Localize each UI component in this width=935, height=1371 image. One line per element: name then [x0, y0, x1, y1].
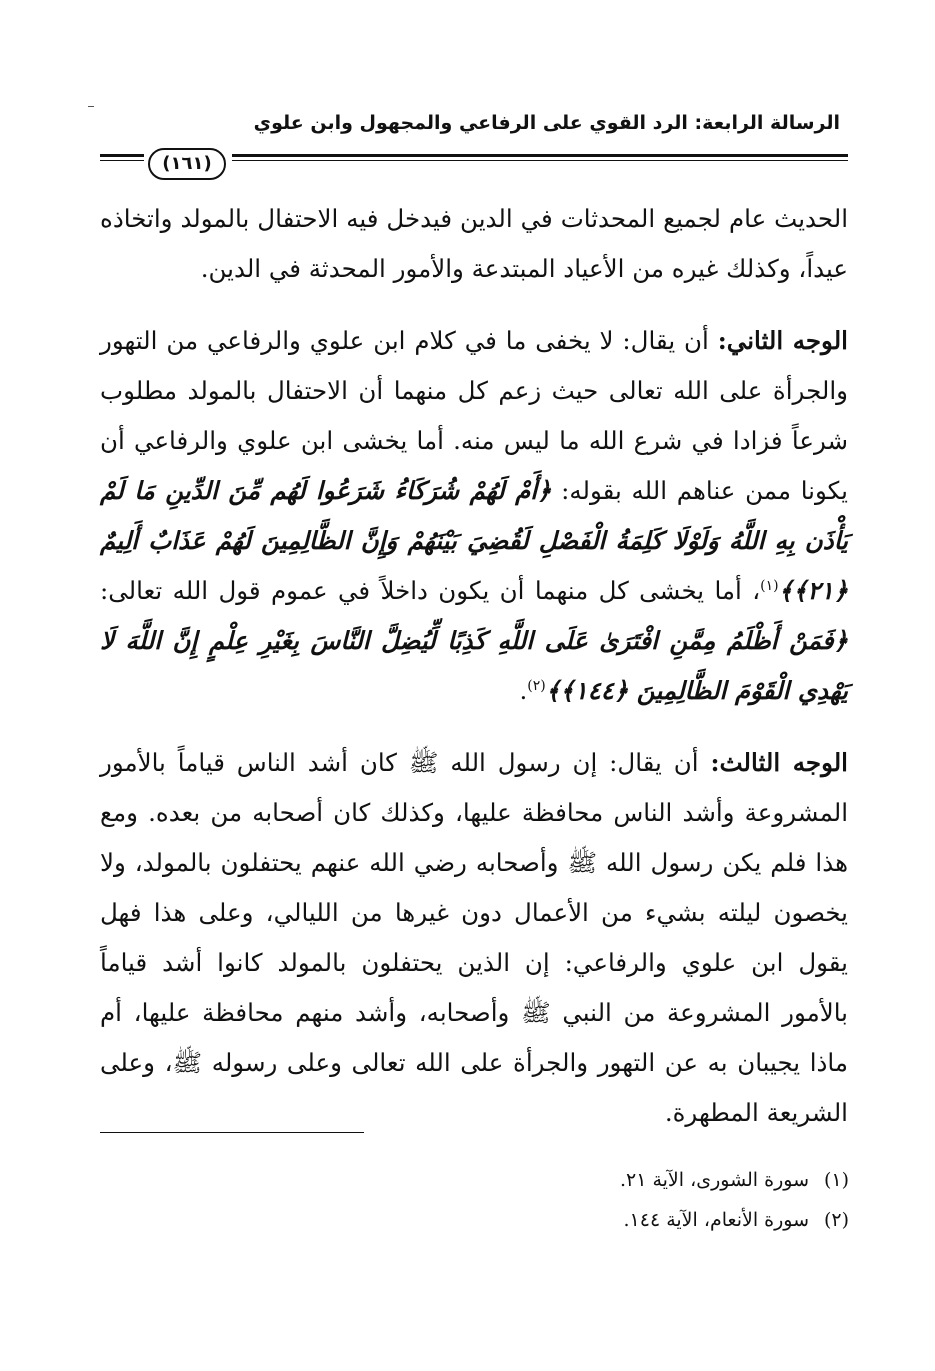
quran-verse-1: ﴿أَمْ لَهُمْ شُرَكَاءُ شَرَعُوا لَهُم مِّنَ الدِّينِ مَا لَمْ يَأْذَن بِهِ اللَّهُ وَلَوْلَا كَلِمَةُ الْفَصْلِ لَقُضِيَ بَيْنَهُمْ وَإِنَّ الظَّالِمِينَ لَهُمْ عَذَابٌ أَلِيمٌ ﴿٢١﴾﴾ — [100, 476, 848, 605]
scan-mark — [88, 106, 94, 107]
paragraph-2-lead: الوجه الثاني: — [717, 326, 848, 355]
footnote-item — [349, 1200, 849, 1240]
footnote-ref-1: (١) — [760, 577, 779, 594]
footnotes — [349, 1160, 849, 1240]
footnote-text: سورة الأنعام، الآية ١٤٤. — [623, 1209, 809, 1231]
footnote-separator — [100, 1132, 364, 1133]
header-rule-thick-left — [100, 154, 144, 157]
paragraph-3-text: أن يقال: إن رسول الله ﷺ كان أشد الناس قياماً بالأمور المشروعة وأشد الناس محافظة عليها، وكذلك كان أصحابه من بعده. ومع هذا فلم يكن رسول الله ﷺ وأصحابه رضي الله عنهم يحتفلون بالمولد، ولا يخصون ليلته بشيء من الأعمال دون غيرها من الليالي، وعلى هذا فهل يقول ابن علوي والرفاعي: إن الذين يحتفلون بالمولد كانوا أشد قياماً بالأمور المشروعة من النبي ﷺ وأصحابه، وأشد منهم محافظة عليها، أم ماذا يجيبان به عن التهور والجرأة على الله تعالى وعلى رسوله ﷺ، وعلى الشريعة المطهرة. — [100, 748, 848, 1127]
quran-verse-2: ﴿فَمَنْ أَظْلَمُ مِمَّنِ افْتَرَىٰ عَلَى اللَّهِ كَذِبًا لِّيُضِلَّ النَّاسَ بِغَيْرِ عِلْمٍ إِنَّ اللَّهَ لَا يَهْدِي الْقَوْمَ الظَّالِمِينَ ﴿١٤٤﴾﴾ — [100, 626, 848, 705]
paragraph-1: الحديث عام لجميع المحدثات في الدين فيدخل فيه الاحتفال بالمولد واتخاذه عيداً، وكذلك غيره من الأعياد المبتدعة والأمور المحدثة في الدين. — [100, 204, 848, 283]
footnote-ref-2: (٢) — [527, 677, 546, 694]
paragraph-3-lead: الوجه الثالث: — [710, 748, 848, 777]
running-title: الرسالة الرابعة: الرد القوي على الرفاعي والمجهول وابن علوي — [253, 112, 840, 134]
page-number: (١٦١) — [148, 148, 226, 180]
body-text — [100, 194, 848, 1138]
footnote-text: سورة الشورى، الآية ٢١. — [619, 1169, 809, 1191]
footnote-number: (١) — [823, 1169, 849, 1191]
header-rule — [100, 140, 848, 180]
paragraph-2 — [100, 316, 848, 716]
header-rule-thin-left — [100, 160, 144, 161]
footnote-number: (٢) — [823, 1209, 849, 1231]
paragraph-2-text-3: . — [519, 676, 528, 705]
header-rule-thick-right — [232, 154, 848, 157]
paragraph-2-text-2: ، أما يخشى كل منهما أن يكون داخلاً في عموم قول الله تعالى: — [100, 576, 761, 605]
paragraph-3 — [100, 738, 848, 1138]
document-page — [100, 110, 848, 1160]
footnote-item — [349, 1160, 849, 1200]
header-rule-thin-right — [232, 160, 848, 161]
paragraph-2-text-1: أن يقال: لا يخفى ما في كلام ابن علوي والرفاعي من التهور والجرأة على الله تعالى حيث زعم كل منهما أن الاحتفال بالمولد مطلوب شرعاً فزادا في شرع الله ما ليس منه. أما يخشى ابن علوي والرفاعي أن يكونا ممن عناهم الله بقوله: — [100, 326, 848, 505]
